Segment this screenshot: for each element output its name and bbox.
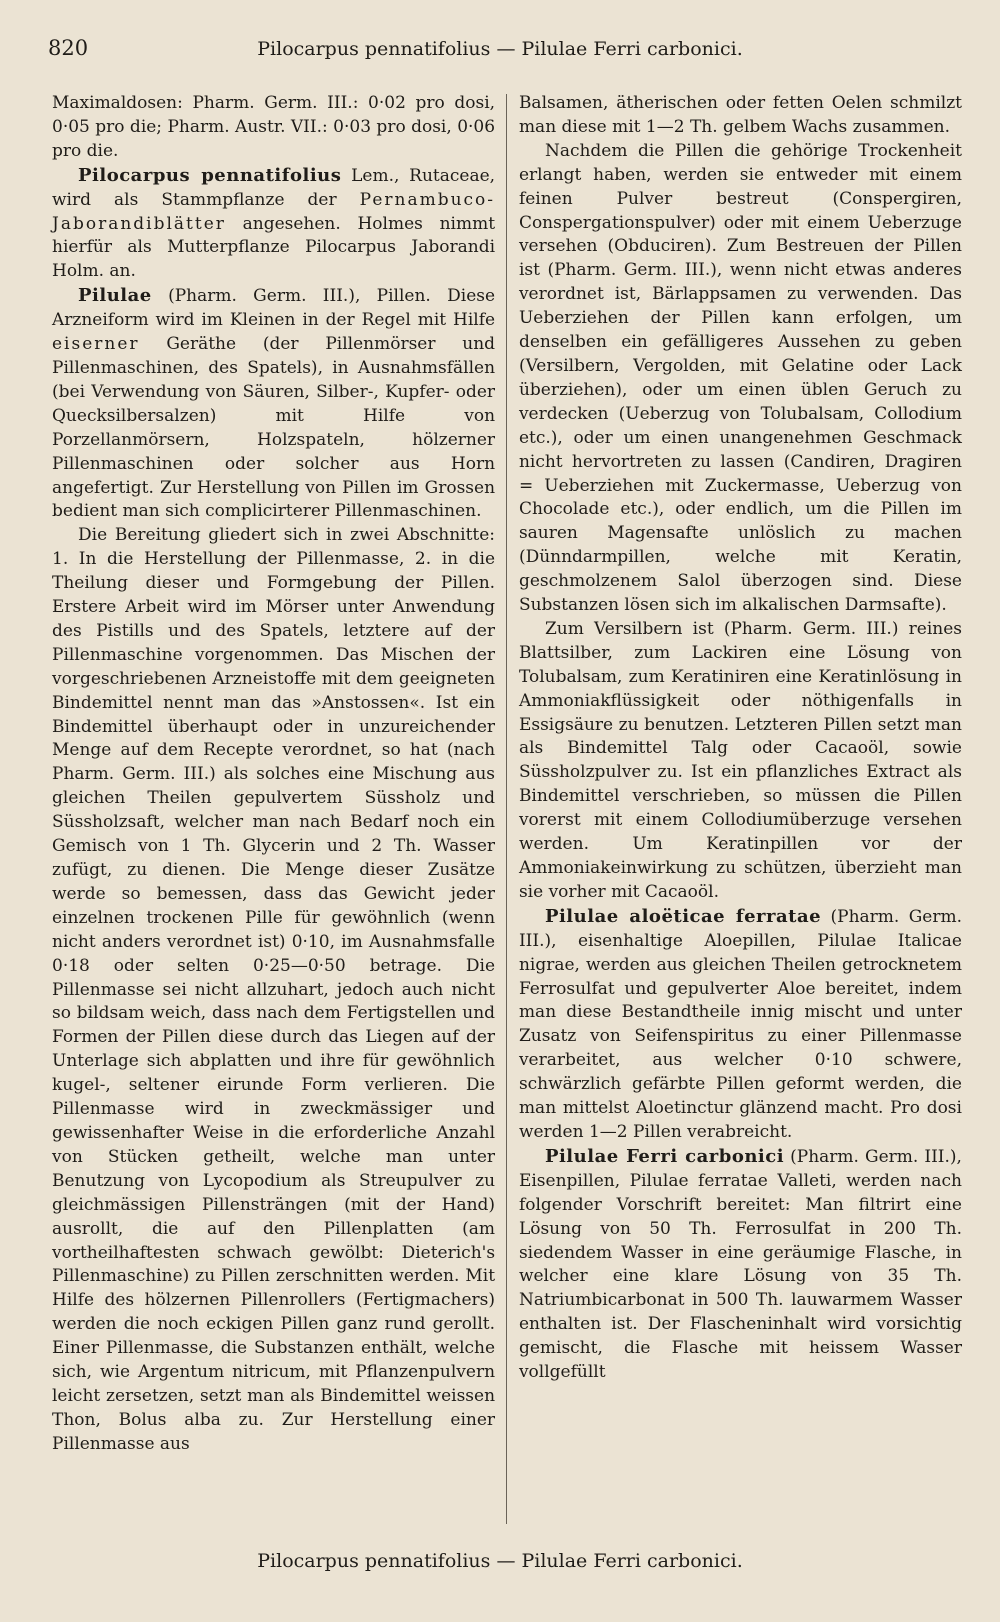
running-foot: Pilocarpus pennatifolius — Pilulae Ferri carbonici. xyxy=(257,1550,743,1572)
paragraph-text: Die Bereitung gliedert sich in zwei Abschnitte: 1. In die Herstellung der Pillenmasse, 2. in die Theilung dieser und Formgebung der Pillen. Erstere Arbeit wird im Mörser unter Anwendung des Pistills und des Spatels, letztere auf der Pillenmaschine vorgenommen. Das Mischen der vorgeschriebenen Arzneistoffe mit dem geeigneten Bindemittel nennt man das »Anstossen«. Ist ein Bindemittel überhaupt oder in unzureichender Menge auf dem Recepte verordnet, so hat (nach Pharm. Germ. III.) als solches eine Mischung aus gleichen Theilen gepulvertem Süssholz und Süssholzsaft, welcher man nach Bedarf noch ein Gemisch von 1 Th. Glycerin und 2 Th. Wasser zufügt, zu dienen. Die Menge dieser Zusätze werde so bemessen, dass das Gewicht jeder einzelnen trockenen Pille für gewöhnlich (wenn nicht anders verordnet ist) 0·10, im Ausnahmsfalle 0·18 oder selten 0·25—0·50 betrage. Die Pillenmasse sei nicht allzuhart, jedoch auch nicht so bildsam weich, dass nach dem Fertigstellen und Formen der Pillen diese durch das Liegen auf der Unterlage sich abplatten und ihre für gewöhnlich kugel-, seltener eirunde Form verlieren. Die Pillenmasse wird in zweckmässiger und gewissenhafter Weise in die erforderliche Anzahl von Stücken getheilt, welche man unter Benutzung von Lycopodium als Streupulver zu gleichmässigen Pillensträngen (mit der Hand) ausrollt, die auf den Pillenplatten (am vortheilhaftesten schwach gewölbt: Dieterich's Pillenmaschine) zu Pillen zerschnitten werden. Mit Hilfe des hölzernen Pillenrollers (Fertigmachers) werden die noch eckigen Pillen ganz rund gerollt. Einer Pillenmasse, die Substanzen enthält, welche sich, wie Argentum nitricum, mit Pflanzenpulvern leicht zersetzen, setzt man als Bindemittel weissen Thon, Bolus alba zu. Zur Herstellung einer Pillenmasse aus xyxy=(52,525,496,1454)
entry-term: Pilulae xyxy=(78,285,152,307)
entry-term: Pilulae aloëticae ferratae xyxy=(544,905,822,927)
spaced-text: eiserner xyxy=(52,334,140,355)
column-rule xyxy=(495,92,519,1524)
paragraph xyxy=(519,618,962,905)
page-header xyxy=(48,28,952,68)
paragraph-text: Nachdem die Pillen die gehörige Trockenheit erlangt haben, werden sie entweder mit einem feinen Pulver bestreut (Conspergiren, Conspergationspulver) oder mit einem Ueberzuge versehen (Obduciren). Zum Bestreuen der Pillen ist (Pharm. Germ. III.), wenn nicht etwas anderes verordnet ist, Bärlappsamen zu verwenden. Das Ueberziehen der Pillen kann erfolgen, um denselben ein gefälligeres Aussehen zu geben (Versilbern, Vergolden, mit Gelatine oder Lack überziehen), oder um einen üblen Geruch zu verdecken (Ueberzug von Tolubalsam, Collodium etc.), oder um einen unangenehmen Geschmack nicht hervortreten zu lassen (Candiren, Dragiren = Ueberziehen mit Zuckermasse, Ueberzug von Chocolade etc.), oder endlich, um die Pillen im sauren Magensafte unlöslich zu machen (Dünndarmpillen, welche mit Keratin, geschmolzenem Salol überzogen sind. Diese Substanzen lösen sich im alkalischen Darmsafte). xyxy=(518,140,962,616)
left-column xyxy=(52,92,495,1524)
paragraph xyxy=(52,92,495,164)
paragraph-text: Balsamen, ätherischen oder fetten Oelen schmilzt man diese mit 1—2 Th. gelbem Wachs zusammen. xyxy=(518,93,962,137)
entry-text: angesehen. Holmes nimmt hierfür als Mutterpflanze Pilocarpus Jaborandi Holm. an. xyxy=(52,213,496,282)
entry-text: Geräthe (der Pillenmörser und Pillenmaschinen, des Spatels), in Ausnahmsfällen (bei Verwendung von Säuren, Silber-, Kupfer- oder Quecksilbersalzen) mit Hilfe von Porzellanmörsern, Holzspateln, hölzerner Pillenmaschinen oder solcher aus Horn angefertigt. Zur Herstellung von Pillen im Grossen bedient man sich complicirterer Pillenmaschinen. xyxy=(52,334,496,522)
entry-pilulae-aloeticae xyxy=(519,905,962,1145)
paragraph-text: Zum Versilbern ist (Pharm. Germ. III.) reines Blattsilber, zum Lackiren eine Lösung von Tolubalsam, zum Keratiniren eine Keratinlösung in Ammoniakflüssigkeit oder nöthigenfalls in Essigsäure zu benutzen. Letzteren Pillen setzt man als Bindemittel Talg oder Cacaoöl, sowie Süssholzpulver zu. Ist ein pflanzliches Extract als Bindemittel verschrieben, so müssen die Pillen vorerst mit einem Collodiumüberzuge versehen werden. Um Keratinpillen vor der Ammoniakeinwirkung zu schützen, überzieht man sie vorher mit Cacaoöl. xyxy=(518,618,962,902)
paragraph xyxy=(519,92,962,140)
running-head: Pilocarpus pennatifolius — Pilulae Ferri carbonici. xyxy=(257,38,743,60)
paragraph-text: Maximaldosen: Pharm. Germ. III.: 0·02 pro dosi, 0·05 pro die; Pharm. Austr. VII.: 0·03 pro dosi, 0·06 pro die. xyxy=(52,93,496,161)
page-number: 820 xyxy=(48,36,89,60)
entry-pilocarpus xyxy=(52,164,495,285)
entry-term: Pilocarpus pennatifolius xyxy=(78,164,342,186)
entry-pilulae xyxy=(52,284,495,524)
entry-pilulae-ferri xyxy=(519,1145,962,1385)
entry-term: Pilulae Ferri carbonici xyxy=(544,1145,785,1167)
entry-text: (Pharm. Germ. III.), eisenhaltige Aloepillen, Pilulae Italicae nigrae, werden aus gleichen Theilen getrocknetem Ferrosulfat und gepulverter Aloe bereitet, indem man diese Bestandtheile innig mischt und unter Zusatz von Seifenspiritus zu einer Pillenmasse verarbeitet, aus welcher 0·10 schwere, schwärzlich gefärbte Pillen geformt werden, die man mittelst Aloetinctur glänzend macht. Pro dosi werden 1—2 Pillen verabreicht. xyxy=(518,906,962,1142)
right-column xyxy=(519,92,962,1524)
spaced-text: Pernambuco-Jaborandiblätter xyxy=(52,189,496,234)
entry-text: (Pharm. Germ. III.), Pillen. Diese Arzneiform wird im Kleinen in der Regel mit Hilfe xyxy=(52,286,496,331)
entry-text: Lem., Rutaceae, wird als Stammpflanze der xyxy=(52,165,496,210)
paragraph xyxy=(52,524,495,1456)
text-columns xyxy=(52,92,962,1524)
entry-text: (Pharm. Germ. III.), Eisenpillen, Pilulae ferratae Valleti, werden nach folgender Vorschrift bereitet: Man filtrirt eine Lösung von 50 Th. Ferrosulfat in 200 Th. siedendem Wasser in eine geräumige Flasche, in welcher eine klare Lösung von 35 Th. Natriumbicarbonat in 500 Th. lauwarmem Wasser enthalten ist. Der Flascheninhalt wird vorsichtig gemischt, die Flasche mit heissem Wasser vollgefüllt xyxy=(518,1146,962,1383)
paragraph xyxy=(519,140,962,618)
